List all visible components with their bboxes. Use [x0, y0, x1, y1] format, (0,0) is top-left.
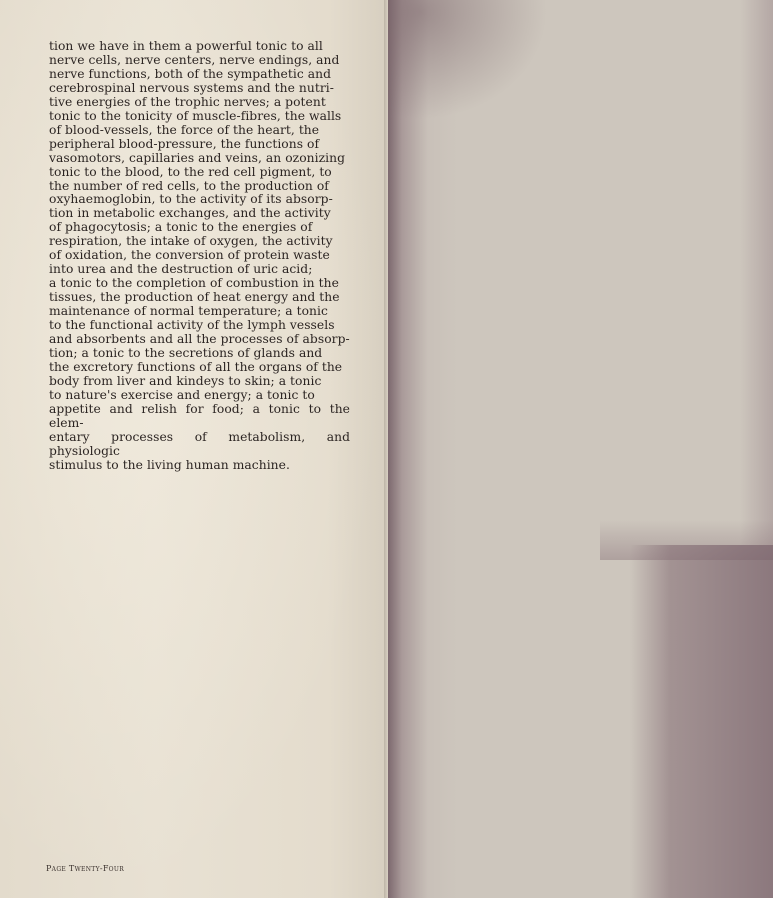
body-paragraph: tion we have in them a powerful tonic to all nerve cells, nerve centers, nerve endings, and nerve functions, both of the sympathetic and cerebrospinal nervous systems and the nutri- tive energies of the trophic nerves; a potent tonic to the tonicity of muscle-fibres, the walls of blood-vessels, the force of the heart, the peripheral blood-pressure, the functions of vasomotors, capillaries and veins, an ozonizing tonic to the blood, to the red cell pigment, to the number of red cells, to the production of oxyhaemoglobin, to the activity of its absorp- tion in metabolic exchanges, and the activity of phagocytosis; a tonic to the energies of respiration, the intake of oxygen, the activity of oxidation, the conversion of protein waste into urea and the destruction of uric acid; a tonic to the completion of combustion in the tissues, the production of heat energy and the maintenance of normal temperature; a tonic to the functional activity of the lymph vessels and absorbents and all the processes of absorp- tion; a tonic to the secretions of glands and the excretory functions of all the organs of the body from liver and kindeys to skin; a tonic to nature's exercise and energy; a tonic to appetite and relish for food; a tonic to the elem- entary processes of metabolism, and physiologic stimulus to the living human machine.: [49, 39, 350, 472]
shadow-right-edge: [740, 0, 773, 545]
left-page: [0, 0, 386, 898]
shadow-top: [388, 0, 548, 120]
shadow-lower-right: [630, 545, 773, 898]
page-number: Page Twenty-Four: [46, 864, 125, 873]
